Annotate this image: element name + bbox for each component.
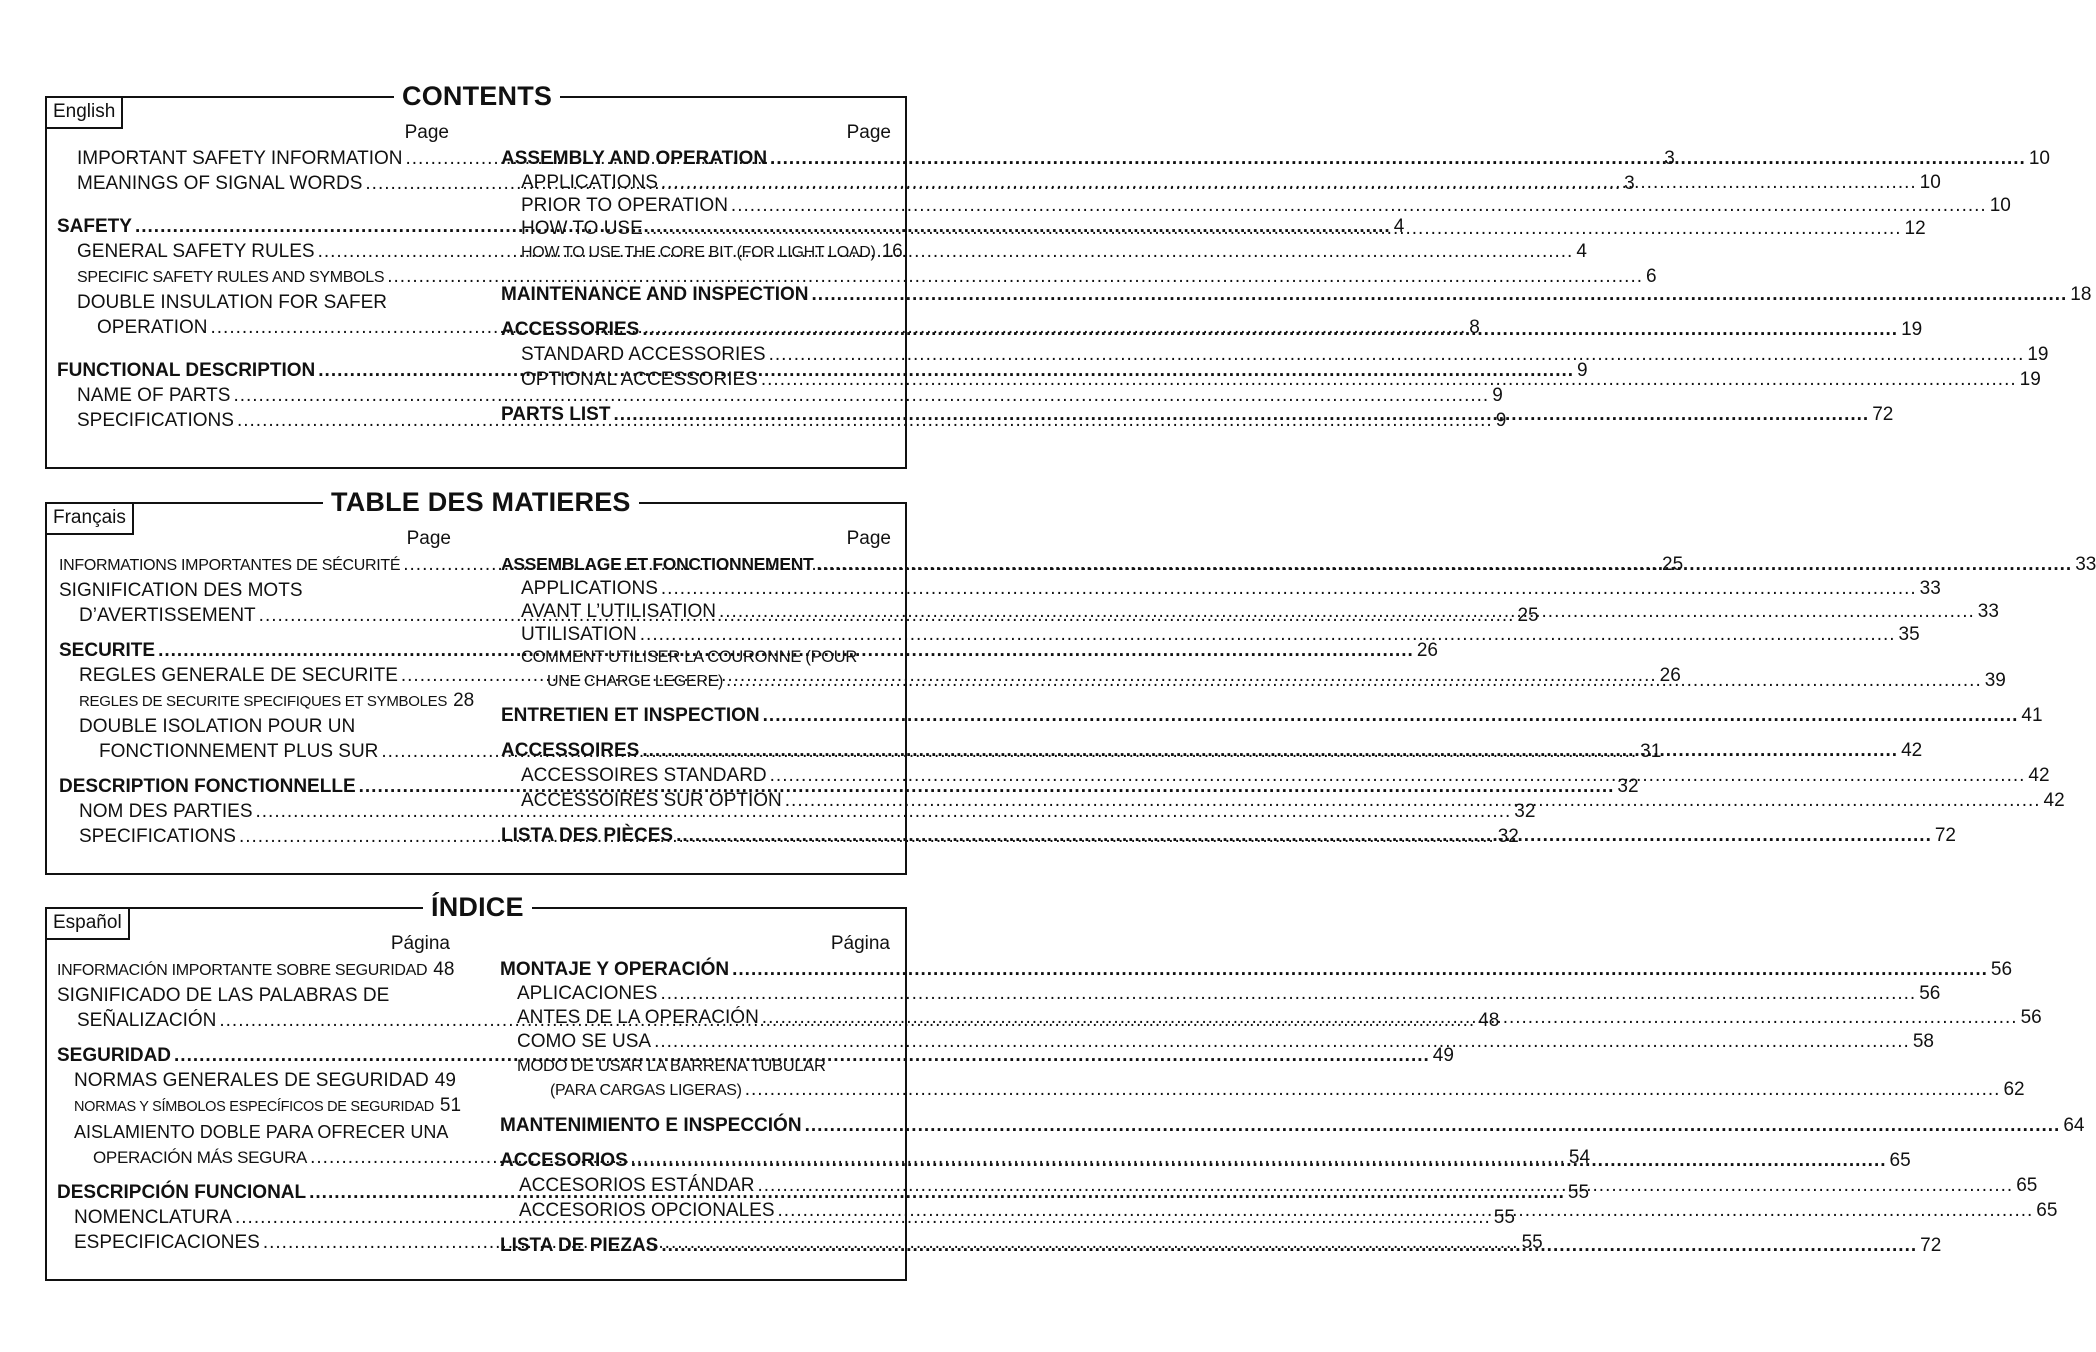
toc-entry[interactable]: D’AVERTISSEMENT ..... 25 bbox=[59, 603, 451, 628]
language-tab: Français bbox=[45, 502, 134, 535]
toc-entry[interactable]: ESPECIFICACIONES ..... 55 bbox=[57, 1230, 450, 1255]
toc-entry[interactable]: REGLES GENERALE DE SECURITE ..... 26 bbox=[59, 663, 451, 688]
toc-entry[interactable]: ASSEMBLAGE ET FONCTIONNEMENT ..... 33 bbox=[501, 552, 891, 577]
toc-entry[interactable]: UTILISATION ..... 35 bbox=[501, 623, 891, 646]
toc-entry[interactable]: NORMAS GENERALES DE SEGURIDAD 49 bbox=[74, 1070, 456, 1091]
toc-entry[interactable]: GENERAL SAFETY RULES ..... 4 bbox=[57, 239, 449, 264]
toc-entry[interactable]: NORMAS Y SÍMBOLOS ESPECÍFICOS DE SEGURIDAD 51 bbox=[74, 1095, 462, 1116]
toc-entry-line: SIGNIFICADO DE LAS PALABRAS DE bbox=[57, 985, 390, 1006]
toc-entry[interactable]: MANTENIMIENTO E INSPECCIÓN ..... 64 bbox=[500, 1113, 890, 1138]
toc-entry[interactable]: SPECIFICATIONS ..... 9 bbox=[57, 408, 449, 433]
toc-entry[interactable]: DESCRIPCIÓN FUNCIONAL ..... 55 bbox=[57, 1180, 450, 1205]
toc-entry[interactable]: ASSEMBLY AND OPERATION ..... 10 bbox=[501, 146, 891, 171]
toc-entry[interactable]: SPECIFIC SAFETY RULES AND SYMBOLS ..... 6 bbox=[57, 264, 449, 290]
toc-entry[interactable]: APLICACIONES ..... 56 bbox=[500, 982, 890, 1006]
toc-entry-line: DOUBLE ISOLATION POUR UN bbox=[79, 716, 356, 737]
toc-entry[interactable]: FONCTIONNEMENT PLUS SUR ..... 31 bbox=[59, 739, 451, 764]
toc-entry-line: SIGNIFICATION DES MOTS bbox=[59, 580, 303, 601]
toc-entry[interactable]: HOW TO USE ..... 12 bbox=[501, 217, 891, 240]
toc-entry[interactable]: ENTRETIEN ET INSPECTION ..... 41 bbox=[501, 703, 891, 728]
toc-entry[interactable]: MAINTENANCE AND INSPECTION ..... 18 bbox=[501, 282, 891, 307]
toc-entry[interactable]: APPLICATIONS ..... 10 bbox=[501, 171, 891, 194]
toc-entry[interactable]: INFORMATIONS IMPORTANTES DE SÉCURITÉ ..... 25 bbox=[59, 552, 451, 578]
toc-entry-line: MODO DE USAR LA BARRENA TUBULAR bbox=[517, 1057, 826, 1075]
toc-entry[interactable]: ACCESSOIRES STANDARD ..... 42 bbox=[501, 763, 891, 788]
page-column-label: Page bbox=[404, 122, 449, 143]
page-column-label: Page bbox=[846, 528, 891, 549]
section-title: CONTENTS bbox=[394, 78, 560, 114]
toc-entry[interactable]: AVANT L’UTILISATION ..... 33 bbox=[501, 600, 891, 623]
toc-entry-line: DOUBLE INSULATION FOR SAFER bbox=[77, 292, 388, 313]
toc-entry[interactable]: PRIOR TO OPERATION ..... 10 bbox=[501, 194, 891, 217]
contents-section-english bbox=[45, 81, 2092, 469]
toc-entry[interactable]: SEGURIDAD ..... 49 bbox=[57, 1043, 450, 1068]
toc-entry[interactable]: ANTES DE LA OPERACIÓN ..... 56 bbox=[500, 1006, 890, 1030]
toc-entry[interactable]: ACCESORIOS ESTÁNDAR ..... 65 bbox=[500, 1173, 890, 1198]
toc-entry[interactable]: SPECIFICATIONS ..... 32 bbox=[59, 824, 451, 849]
page-column-label: Page bbox=[406, 528, 451, 549]
language-tab: English bbox=[45, 96, 123, 129]
toc-entry[interactable]: OPTIONAL ACCESSORIES ..... 19 bbox=[501, 367, 891, 392]
toc-entry[interactable]: (PARA CARGAS LIGERAS) ..... 62 bbox=[500, 1078, 890, 1103]
toc-entry[interactable]: SEÑALIZACIÓN ..... 48 bbox=[57, 1008, 450, 1033]
toc-entry[interactable]: STANDARD ACCESSORIES ..... 19 bbox=[501, 342, 891, 367]
page-column-label: Página bbox=[830, 933, 890, 954]
toc-entry[interactable]: ACCESSOIRES ..... 42 bbox=[501, 738, 891, 763]
toc-entry[interactable]: ACCESSORIES ..... 19 bbox=[501, 317, 891, 342]
toc-entry[interactable]: COMO SE USA ..... 58 bbox=[500, 1030, 890, 1054]
page-column-label: Página bbox=[390, 933, 450, 954]
toc-entry[interactable]: SECURITE ..... 26 bbox=[59, 638, 451, 663]
toc-entry[interactable]: ACCESORIOS OPCIONALES ..... 65 bbox=[500, 1198, 890, 1223]
toc-entry[interactable]: APPLICATIONS ..... 33 bbox=[501, 577, 891, 600]
toc-entry[interactable]: INFORMACIÓN IMPORTANTE SOBRE SEGURIDAD 48 bbox=[57, 959, 455, 980]
toc-entry[interactable]: MEANINGS OF SIGNAL WORDS ..... 3 bbox=[57, 171, 449, 196]
toc-entry[interactable]: ACCESORIOS ..... 65 bbox=[500, 1148, 890, 1173]
toc-entry[interactable]: NOM DES PARTIES ..... 32 bbox=[59, 799, 451, 824]
toc-entry[interactable]: DESCRIPTION FONCTIONNELLE ..... 32 bbox=[59, 774, 451, 799]
toc-entry[interactable]: OPERATION ..... 8 bbox=[57, 315, 449, 340]
toc-entry[interactable]: OPERACIÓN MÁS SEGURA ..... 54 bbox=[57, 1145, 450, 1170]
page-column-label: Page bbox=[846, 122, 891, 143]
toc-entry[interactable]: REGLES DE SECURITE SPECIFIQUES ET SYMBOLES 28 bbox=[79, 690, 475, 711]
toc-entry[interactable]: PARTS LIST ..... 72 bbox=[501, 402, 891, 427]
toc-entry-line: COMMENT UTILISER LA COURONNE (POUR bbox=[521, 648, 858, 666]
toc-entry[interactable]: FUNCTIONAL DESCRIPTION ..... 9 bbox=[57, 358, 449, 383]
contents-section-french bbox=[45, 487, 2096, 875]
toc-entry[interactable]: UNE CHARGE LEGERE) ..... 39 bbox=[501, 669, 891, 693]
contents-section-spanish bbox=[45, 892, 2085, 1281]
toc-entry[interactable]: IMPORTANT SAFETY INFORMATION ..... 3 bbox=[57, 146, 449, 171]
section-title: ÍNDICE bbox=[423, 889, 532, 925]
toc-entry-line: AISLAMIENTO DOBLE PARA OFRECER UNA bbox=[74, 1122, 449, 1142]
toc-entry[interactable]: SAFETY ..... 4 bbox=[57, 214, 449, 239]
section-title: TABLE DES MATIERES bbox=[323, 484, 639, 520]
toc-entry[interactable]: LISTA DES PIÈCES ..... 72 bbox=[501, 823, 891, 848]
toc-entry[interactable]: LISTA DE PIEZAS ..... 72 bbox=[500, 1233, 890, 1258]
toc-entry[interactable]: ACCESSOIRES SUR OPTION ..... 42 bbox=[501, 788, 891, 813]
toc-entry[interactable]: MONTAJE Y OPERACIÓN ..... 56 bbox=[500, 957, 890, 982]
toc-entry[interactable]: NOMENCLATURA ..... 55 bbox=[57, 1205, 450, 1230]
language-tab: Español bbox=[45, 907, 130, 940]
toc-entry[interactable]: HOW TO USE THE CORE BIT (FOR LIGHT LOAD) 16 bbox=[521, 241, 903, 262]
toc-entry[interactable]: NAME OF PARTS ..... 9 bbox=[57, 383, 449, 408]
